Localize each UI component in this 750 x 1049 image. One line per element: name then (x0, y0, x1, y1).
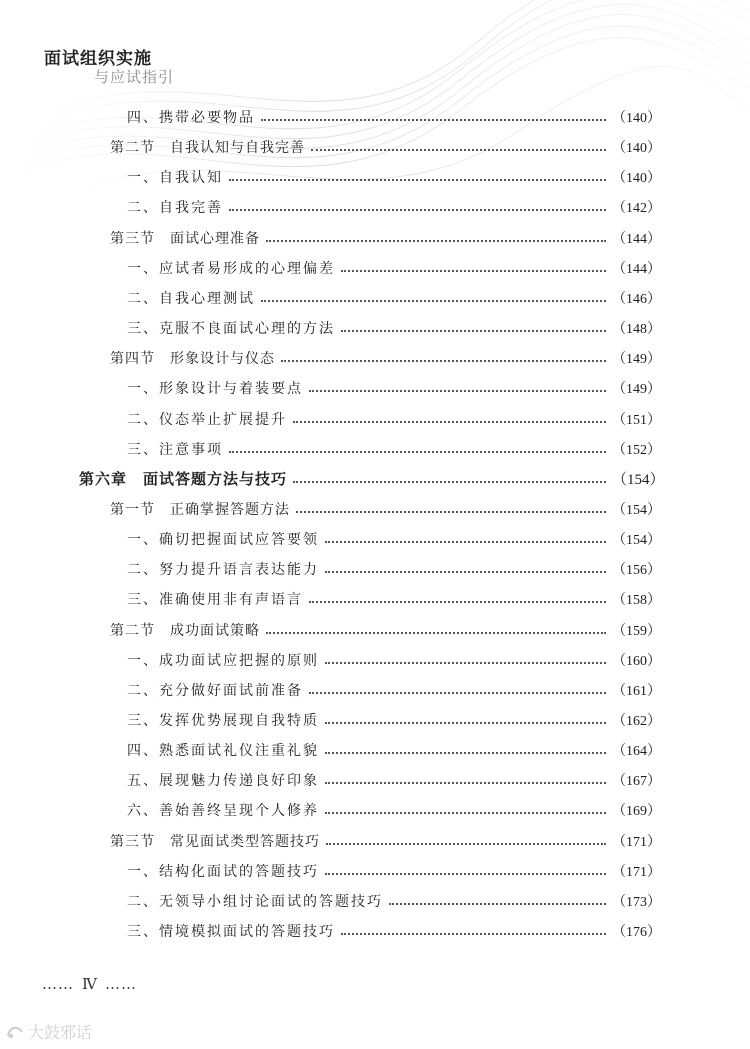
dot-leader (341, 270, 606, 272)
toc-entry-section[interactable] (0, 495, 750, 523)
toc-entry-page: （144） (612, 261, 661, 277)
dot-leader (266, 632, 606, 634)
toc-entry-page: （164） (612, 744, 661, 760)
toc-entry-title: 三、注意事项 (127, 441, 223, 458)
toc-entry-page: （156） (612, 563, 661, 579)
toc-entry-title: 四、携带必要物品 (127, 110, 255, 126)
toc-entry-item[interactable] (0, 917, 750, 945)
dot-leader (389, 903, 606, 905)
toc-entry-page: （173） (612, 894, 661, 910)
toc-entry-item[interactable] (0, 103, 750, 131)
toc-entry-title: 第六章 面试答题方法与技巧 (79, 470, 288, 489)
toc-entry-page: （140） (612, 171, 661, 187)
page-footer (42, 975, 137, 993)
dot-leader (309, 390, 606, 392)
toc-entry-title: 第二节 自我认知与自我完善 (110, 140, 305, 157)
book-title: 面试组织实施 (44, 49, 152, 69)
toc-entry-title: 第一节 正确掌握答题方法 (110, 501, 290, 518)
toc-entry-title: 二、自我心理测试 (127, 290, 255, 307)
toc-entry-title: 二、无领导小组讨论面试的答题技巧 (127, 893, 383, 910)
dot-leader (341, 933, 606, 935)
dot-leader (261, 119, 606, 121)
toc-entry-page: （171） (612, 834, 661, 850)
toc-entry-page: （142） (612, 201, 661, 217)
toc-entry-item[interactable] (0, 525, 750, 553)
dot-leader (281, 360, 606, 362)
dot-leader (229, 451, 606, 453)
toc-entry-title: 五、展现魅力传递良好印象 (127, 773, 319, 790)
toc-entry-title: 三、情境模拟面试的答题技巧 (127, 924, 335, 941)
toc-entry-item[interactable] (0, 314, 750, 342)
toc-entry-item[interactable] (0, 796, 750, 824)
toc-entry-title: 二、自我完善 (127, 200, 223, 217)
toc-entry-item[interactable] (0, 736, 750, 764)
dot-leader (325, 752, 606, 754)
toc-entry-page: （158） (612, 593, 661, 609)
toc-entry-page: （167） (612, 774, 661, 790)
toc-entry-page: （160） (612, 653, 661, 669)
toc-entry-page: （140） (612, 111, 661, 126)
toc-entry-title: 第三节 面试心理准备 (110, 230, 260, 247)
toc-entry-page: （146） (612, 291, 661, 307)
dot-leader (325, 541, 606, 543)
dot-leader (309, 601, 606, 603)
dot-leader (311, 149, 606, 151)
dot-leader (326, 843, 606, 845)
toc-entry-page: （154） (612, 472, 665, 489)
toc-entry-item[interactable] (0, 585, 750, 613)
watermark (6, 1020, 92, 1043)
dot-leader (261, 300, 606, 302)
toc-entry-title: 一、结构化面试的答题技巧 (127, 863, 319, 880)
toc-entry-title: 一、应试者易形成的心理偏差 (127, 260, 335, 277)
dot-leader (341, 330, 606, 332)
toc-entry-page: （140） (612, 141, 661, 157)
toc-entry-item[interactable] (0, 706, 750, 734)
toc-entry-title: 一、确切把握面试应答要领 (127, 532, 319, 549)
toc-entry-item[interactable] (0, 887, 750, 915)
toc-entry-title: 第二节 成功面试策略 (110, 622, 260, 639)
dot-leader (296, 511, 606, 513)
toc-entry-title: 三、准确使用非有声语言 (127, 592, 303, 609)
toc-entry-item[interactable] (0, 646, 750, 674)
toc-entry-item[interactable] (0, 193, 750, 221)
dot-leader (325, 662, 606, 664)
toc-entry-title: 一、自我认知 (127, 170, 223, 187)
toc-entry-page: （154） (612, 502, 661, 518)
toc-entry-page: （169） (612, 804, 661, 820)
toc-entry-item[interactable] (0, 766, 750, 794)
toc-entry-title: 四、熟悉面试礼仪注重礼貌 (127, 743, 319, 760)
toc-entry-page: （149） (612, 352, 661, 368)
dot-leader (325, 873, 606, 875)
toc-entry-title: 第四节 形象设计与仪态 (110, 351, 275, 368)
toc-entry-page: （162） (612, 714, 661, 729)
dot-leader (325, 722, 606, 724)
toc-entry-item[interactable] (0, 254, 750, 282)
toc-entry-title: 三、发挥优势展现自我特质 (127, 713, 319, 729)
footer-dots-left: …… (42, 975, 74, 993)
toc-entry-title: 一、形象设计与着装要点 (127, 381, 303, 398)
dot-leader (325, 812, 606, 814)
toc-entry-title: 二、仪态举止扩展提升 (127, 411, 287, 428)
watermark-text: 大鼓邪话 (28, 1023, 93, 1042)
toc-entry-page: （152） (612, 442, 661, 458)
dot-leader (229, 209, 606, 211)
toc-entry-chapter[interactable] (0, 465, 750, 493)
dot-leader (266, 240, 606, 242)
dot-leader (293, 481, 606, 483)
dot-leader (325, 571, 606, 573)
toc-entry-section[interactable] (0, 616, 750, 644)
toc-entry-section[interactable] (0, 344, 750, 372)
dot-leader (293, 421, 606, 423)
page-number: Ⅳ (82, 975, 97, 993)
toc-entry-section[interactable] (0, 224, 750, 252)
toc-entry-item[interactable] (0, 405, 750, 433)
toc-entry-title: 六、善始善终呈现个人修养 (127, 803, 319, 820)
toc-entry-page: （159） (612, 623, 661, 639)
toc-entry-title: 三、克服不良面试心理的方法 (127, 321, 335, 338)
toc-entry-page: （148） (612, 322, 661, 338)
watermark-logo-icon (6, 1024, 24, 1040)
toc-entry-title: 二、充分做好面试前准备 (127, 682, 303, 699)
toc-entry-section[interactable] (0, 827, 750, 855)
toc-entry-item[interactable] (0, 374, 750, 402)
toc-entry-page: （151） (612, 412, 661, 428)
dot-leader (325, 782, 606, 784)
toc-entry-title: 一、成功面试应把握的原则 (127, 652, 319, 669)
toc-entry-page: （149） (612, 382, 661, 398)
toc-entry-item[interactable] (0, 857, 750, 885)
dot-leader (309, 692, 606, 694)
toc-entry-item[interactable] (0, 435, 750, 463)
toc-entry-item[interactable] (0, 163, 750, 191)
toc-entry-title: 第三节 常见面试类型答题技巧 (110, 833, 320, 850)
book-subtitle: 与应试指引 (94, 68, 175, 86)
footer-dots-right: …… (105, 975, 137, 993)
toc-entry-item[interactable] (0, 284, 750, 312)
toc-entry-item[interactable] (0, 676, 750, 704)
toc-entry-page: （161） (612, 683, 661, 699)
toc-entry-page: （176） (612, 925, 661, 941)
toc-entry-page: （171） (612, 864, 661, 880)
toc-entry-page: （154） (612, 533, 661, 549)
toc-entry-section[interactable] (0, 133, 750, 161)
toc-entry-page: （144） (612, 231, 661, 247)
toc-entry-title: 二、努力提升语言表达能力 (127, 562, 319, 579)
dot-leader (229, 179, 606, 181)
toc-entry-item[interactable] (0, 555, 750, 583)
